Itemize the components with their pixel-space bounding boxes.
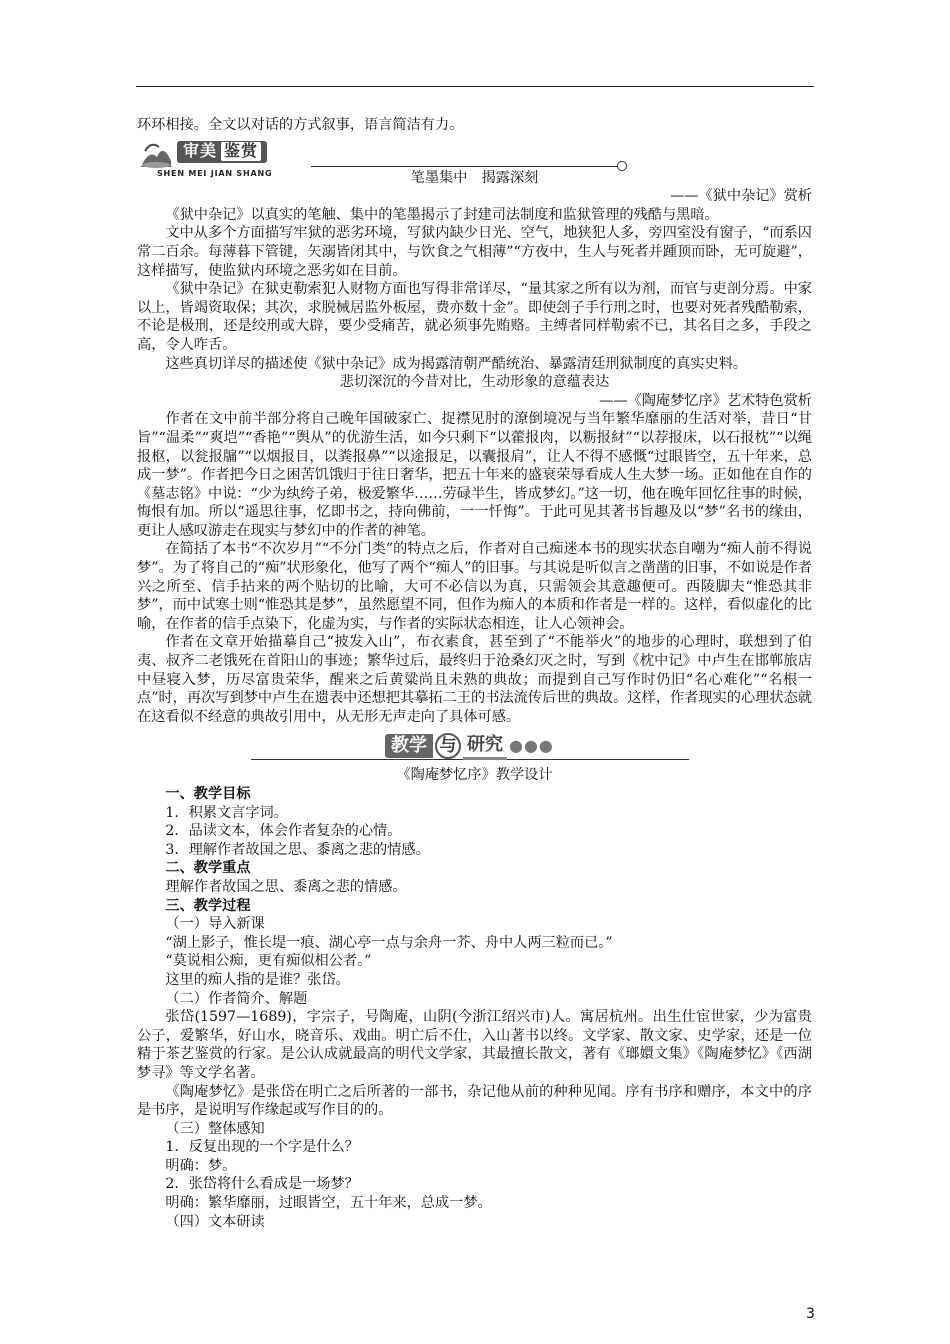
banner-rule <box>311 166 619 167</box>
quote-text: “莫说相公痴，更有痴似相公者。” <box>165 953 372 970</box>
section1-paragraph: 《狱中杂记》在狱吏勒索犯人财物方面也写得非常详尽，“量其家之所有以为剂，而官与吏剖分焉。中家以上，皆竭资取保；其次，求脱械居监外板屋，费亦数十金”。即使刽子手行刑之时，也要对死者残酷勒索，不论是极刑，还是绞刑或大辟，要少受痛苦，就必须事先贿赂。主缚者同样勒索不已，其名目之多，手段之高，令人咋舌。 <box>137 281 812 353</box>
answer-text: 明确：繁华靡丽，过眼皆空，五十年来，总成一梦。 <box>165 1195 492 1212</box>
banner2-circle-label: 与 <box>435 733 461 759</box>
banner2-dots: ●●● <box>509 736 554 756</box>
focus-text: 理解作者故国之思、黍离之悲的情感。 <box>165 878 407 895</box>
intro-tail-text: 环环相接。全文以对话的方式叙事，语言简洁有力。 <box>137 117 464 133</box>
step-heading: （四）文本研读 <box>165 1213 265 1230</box>
teaching-research-banner <box>137 732 812 762</box>
quote-text: “湖上影子，惟长堤一痕、湖心亭一点与余舟一芥、舟中人两三粒而已。” <box>165 934 613 951</box>
question-text: 1．反复出现的一个字是什么？ <box>165 1139 359 1156</box>
section1-title: 笔墨集中 揭露深刻 <box>410 169 539 186</box>
banner2-right-label: 研究 <box>463 733 507 760</box>
heading-goals: 一、教学目标 <box>165 786 251 802</box>
aesthetic-appreciation-banner <box>137 135 812 181</box>
section1-paragraph: 文中从多个方面描写牢狱的恶劣环境，写狱内缺少日光、空气，地狭犯人多，旁四室没有窗子，“而系囚常二百余。每薄暮下管键，矢溺皆闭其中，与饮食之气相薄”“方夜中，生人与死者并踵顶而卧，无可旋避”，这样描写，使监狱内环境之恶劣如在目前。 <box>137 225 812 279</box>
circle-end-icon <box>617 161 627 171</box>
book-intro: 《陶庵梦忆》是张岱在明亡之后所著的一部书，杂记他从前的种种见闻。序有书序和赠序，本文中的序是书序，是说明写作缘起或写作目的的。 <box>137 1083 812 1119</box>
section2-source: ——《陶庵梦忆序》艺术特色赏析 <box>599 392 812 409</box>
step-heading: （二）作者简介、解题 <box>165 990 308 1007</box>
goal-item: 3．理解作者故国之思、黍离之悲的情感。 <box>165 841 430 858</box>
question-text: 这里的痴人指的是谁？张岱。 <box>165 971 350 988</box>
section2-paragraph: 作者在文中前半部分将自己晚年国破家亡、捉襟见肘的潦倒境况与当年繁华靡丽的生活对举，昔日“甘旨”“温柔”“爽垲”“香艳”“舆从”的优游生活，如今只剩下“以藿报肉，以粝报䊷”“以荐报床，以石报枕”“以绳报枢，以瓮报牖”“以烟报目，以粪报鼻”“以途报足，以囊报肩”，让人不得不感慨“过眼皆空，五十年来，总成一梦”。作者把今日之困苦饥饿归于往日奢华，把五十年来的盛衰荣辱看成人生大梦一场。正如他在自作的《墓志铭》中说：“少为纨绔子弟，极爱繁华……劳碌半生，皆成梦幻。”这一切，他在晚年回忆往事的时候，悔恨有加。所以“遥思往事，忆即书之，持向佛前，一一忏悔”。于此可见其著书旨趣及以“梦”名书的缘由，更让人感叹游走在现实与梦幻中的作者的神笔。 <box>137 411 812 539</box>
section1-source: ——《狱中杂记》赏析 <box>670 188 812 205</box>
answer-text: 明确：梦。 <box>165 1157 237 1174</box>
heading-process: 三、教学过程 <box>165 897 251 914</box>
banner-highlight-label: 鉴赏 <box>221 142 261 161</box>
section2-paragraph: 在简括了本书“不次岁月”“不分门类”的特点之后，作者对自己痴迷本书的现实状态自嘲为“痴人前不得说梦”。为了将自己的“痴”状形象化，他写了两个“痴人”的旧事。与其说是听似言之凿凿的旧事，不如说是作者兴之所至、信手拈来的两个贴切的比喻，大可不必信以为真，只需领会其意趣便可。西陵脚夫“惟恐其非梦”，而中试寒士则“惟恐其是梦”，虽然愿望不同，但作为痴人的本质和作者是一样的。这样，看似虚化的比喻，在作者的信手点染下，化虚为实，与作者的实际状态相连，让人心领神会。 <box>137 541 812 632</box>
section3-title: 《陶庵梦忆序》教学设计 <box>396 767 553 784</box>
banner-main-label: 审美 <box>183 141 218 161</box>
banner-pinyin: SHEN MEI JIAN SHANG <box>157 168 273 178</box>
section2-title: 悲切深沉的今昔对比，生动形象的意蕴表达 <box>339 374 610 391</box>
step-heading: （一）导入新课 <box>165 916 265 933</box>
banner-logo <box>177 141 267 163</box>
banner2-left-label: 教学 <box>385 734 433 758</box>
page-number: 3 <box>806 1306 815 1322</box>
section1-paragraph: 《狱中杂记》以真实的笔触、集中的笔墨揭示了封建司法制度和监狱管理的残酷与黑暗。 <box>165 206 719 223</box>
heading-focus: 二、教学重点 <box>165 860 251 877</box>
author-bio: 张岱(1597—1689)，字宗子，号陶庵，山阴(今浙江绍兴市)人。寓居杭州。出生仕宦世家，少为富贵公子，爱繁华，好山水，晓音乐、戏曲。明亡后不仕，入山著书以终。文学家、散文家、史学家，还是一位精于茶艺鉴赏的行家。是公认成就最高的明代文学家，其最擅长散文，著有《瑯嬛文集》《陶庵梦忆》《西湖梦寻》等文学名著。 <box>137 1009 812 1081</box>
goal-item: 2．品读文本，体会作者复杂的心情。 <box>165 823 402 840</box>
section2-paragraph: 作者在文章开始描摹自己“披发入山”，布衣素食，甚至到了“不能举火”的地步的心理时，联想到了伯夷、叔齐二老饿死在首阳山的事迹；繁华过后，最终归于沧桑幻灭之时，写到《枕中记》中卢生在邯郸旅店中昼寝入梦，历尽富贵荣华，醒来之后黄粱尚且未熟的典故；而提到自己写作时仍旧“名心难化”“名根一点”时，再次写到梦中卢生在遗表中还想把其摹拓二王的书法流传后世的典故。这样，作者现实的心理状态就在这看似不经意的典故引用中，从无形无声走向了具体可感。 <box>137 634 812 725</box>
header-rule <box>136 86 814 87</box>
question-text: 2．张岱将什么看成是一场梦？ <box>165 1176 359 1193</box>
step-heading: （三）整体感知 <box>165 1120 265 1137</box>
banner2-title <box>385 734 554 758</box>
goal-item: 1．积累文言字词。 <box>165 804 288 821</box>
section1-paragraph: 这些真切详尽的描述使《狱中杂记》成为揭露清朝严酷统治、暴露清廷刑狱制度的真实史料。 <box>165 355 748 372</box>
page-content <box>137 116 812 1231</box>
